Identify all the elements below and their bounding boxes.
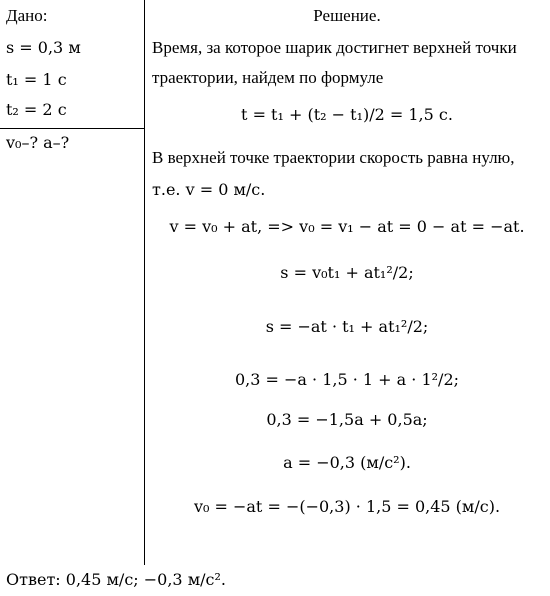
given-item-s: s = 0,3 м <box>6 38 81 57</box>
equation-distance-substituted: s = −at · t₁ + at₁²/2; <box>265 317 429 336</box>
equation-initial-velocity: v₀ = −at = −(−0,3) · 1,5 = 0,45 (м/с). <box>193 497 501 516</box>
equation-distance: s = v₀t₁ + at₁²/2; <box>280 263 414 282</box>
equation-time: t = t₁ + (t₂ − t₁)/2 = 1,5 с. <box>241 105 453 124</box>
given-item-t1: t₁ = 1 с <box>6 70 67 89</box>
find-line: v₀–? a–? <box>6 133 70 152</box>
equation-numeric: 0,3 = −a · 1,5 · 1 + a · 1²/2; <box>234 370 460 389</box>
vertical-divider <box>144 0 145 565</box>
solution-text-2: траектории, найдем по формуле <box>152 68 384 87</box>
solution-text-4: т.е. v = 0 м/с. <box>152 180 266 199</box>
given-item-t2: t₂ = 2 с <box>6 100 67 119</box>
solution-heading: Решение. <box>313 6 381 25</box>
given-heading: Дано: <box>6 6 48 25</box>
solution-text-1: Время, за которое шарик достигнет верхней точки <box>152 38 517 57</box>
given-divider <box>0 128 144 129</box>
equation-velocity: v = v₀ + at, => v₀ = v₁ − at = 0 − at = −at. <box>169 217 525 236</box>
equation-acceleration: a = −0,3 (м/с²). <box>283 453 411 472</box>
equation-simplified: 0,3 = −1,5a + 0,5a; <box>266 410 428 429</box>
solution-text-3: В верхней точке траектории скорость равна нулю, <box>152 148 515 167</box>
answer-line: Ответ: 0,45 м/с; −0,3 м/с². <box>6 570 226 589</box>
